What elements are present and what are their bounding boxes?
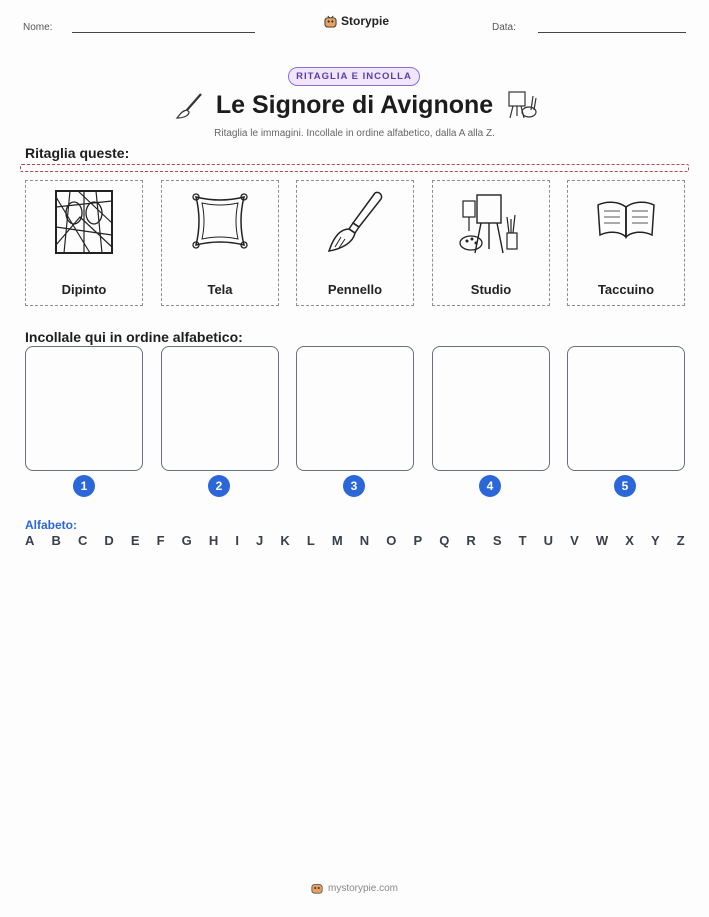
alphabet-letter: Q	[439, 533, 450, 548]
footer-url: mystorypie.com	[327, 882, 398, 894]
alphabet-letter: F	[156, 533, 165, 548]
alphabet-letter: U	[543, 533, 554, 548]
page-title: Le Signore di Avignone	[215, 91, 494, 119]
brand-name: Storypie	[341, 14, 390, 28]
card-label: Dipinto	[61, 282, 107, 297]
storypie-logo-icon	[324, 15, 337, 28]
card-label: Studio	[470, 282, 512, 297]
alphabet-letter: X	[625, 533, 634, 548]
alphabet-letter: I	[235, 533, 239, 548]
brand	[324, 14, 389, 28]
date-line	[538, 32, 686, 33]
alphabet-letter: Y	[650, 533, 660, 548]
cut-card-tela[interactable]	[161, 180, 279, 306]
alphabet-letter: J	[256, 533, 264, 548]
slot-number-badge: 2	[208, 475, 230, 497]
alphabet-letter: N	[359, 533, 370, 548]
slot-number-badge: 1	[73, 475, 95, 497]
card-label: Pennello	[327, 282, 383, 297]
easel-title-icon	[505, 90, 539, 120]
alphabet-letter: R	[466, 533, 476, 548]
alphabet-letter: B	[51, 533, 61, 548]
notebook-icon	[592, 187, 660, 257]
alphabet-letter: D	[104, 533, 114, 548]
paste-slot-3[interactable]	[296, 346, 414, 471]
alphabet-letter: E	[130, 533, 140, 548]
alphabet-letter: T	[518, 533, 527, 548]
cut-card-dipinto[interactable]	[25, 180, 143, 306]
canvas-icon	[186, 187, 254, 257]
cubist-painting-icon	[50, 187, 118, 257]
paste-slot-1[interactable]	[25, 346, 143, 471]
slot-number-badge: 5	[614, 475, 636, 497]
alphabet-letter: H	[208, 533, 219, 548]
paste-slot-2[interactable]	[161, 346, 279, 471]
alphabet-letter: L	[306, 533, 315, 548]
cut-line	[20, 164, 689, 172]
alphabet-letter: W	[595, 533, 609, 548]
alphabet-letter: S	[492, 533, 502, 548]
paste-slot-4[interactable]	[432, 346, 550, 471]
name-line	[72, 32, 255, 33]
name-label: Nome:	[23, 22, 53, 33]
activity-badge: RITAGLIA E INCOLLA	[288, 67, 420, 86]
storypie-logo-icon	[311, 882, 323, 894]
alphabet-row	[25, 533, 685, 548]
instructions: Ritaglia le immagini. Incollale in ordine alfabetico, dalla A alla Z.	[214, 128, 495, 139]
alphabet-title: Alfabeto:	[25, 518, 77, 532]
cut-card-taccuino[interactable]	[567, 180, 685, 306]
alphabet-letter: M	[331, 533, 343, 548]
alphabet-letter: V	[570, 533, 579, 548]
alphabet-letter: A	[25, 533, 35, 548]
cut-card-pennello[interactable]	[296, 180, 414, 306]
date-label: Data:	[492, 22, 516, 33]
alphabet-letter: G	[181, 533, 192, 548]
footer	[0, 882, 709, 894]
card-label: Tela	[207, 282, 233, 297]
slot-number-badge: 4	[479, 475, 501, 497]
paintbrush-icon	[321, 187, 389, 257]
card-label: Taccuino	[597, 282, 655, 297]
alphabet-letter: P	[413, 533, 423, 548]
alphabet-letter: K	[280, 533, 290, 548]
paste-heading: Incollale qui in ordine alfabetico:	[25, 329, 243, 345]
alphabet-letter: C	[77, 533, 88, 548]
alphabet-letter: Z	[676, 533, 685, 548]
slot-number-badge: 3	[343, 475, 365, 497]
cut-card-studio[interactable]	[432, 180, 550, 306]
paste-slot-5[interactable]	[567, 346, 685, 471]
cut-heading: Ritaglia queste:	[25, 145, 130, 161]
alphabet-letter: O	[386, 533, 397, 548]
studio-easel-icon	[457, 187, 527, 257]
